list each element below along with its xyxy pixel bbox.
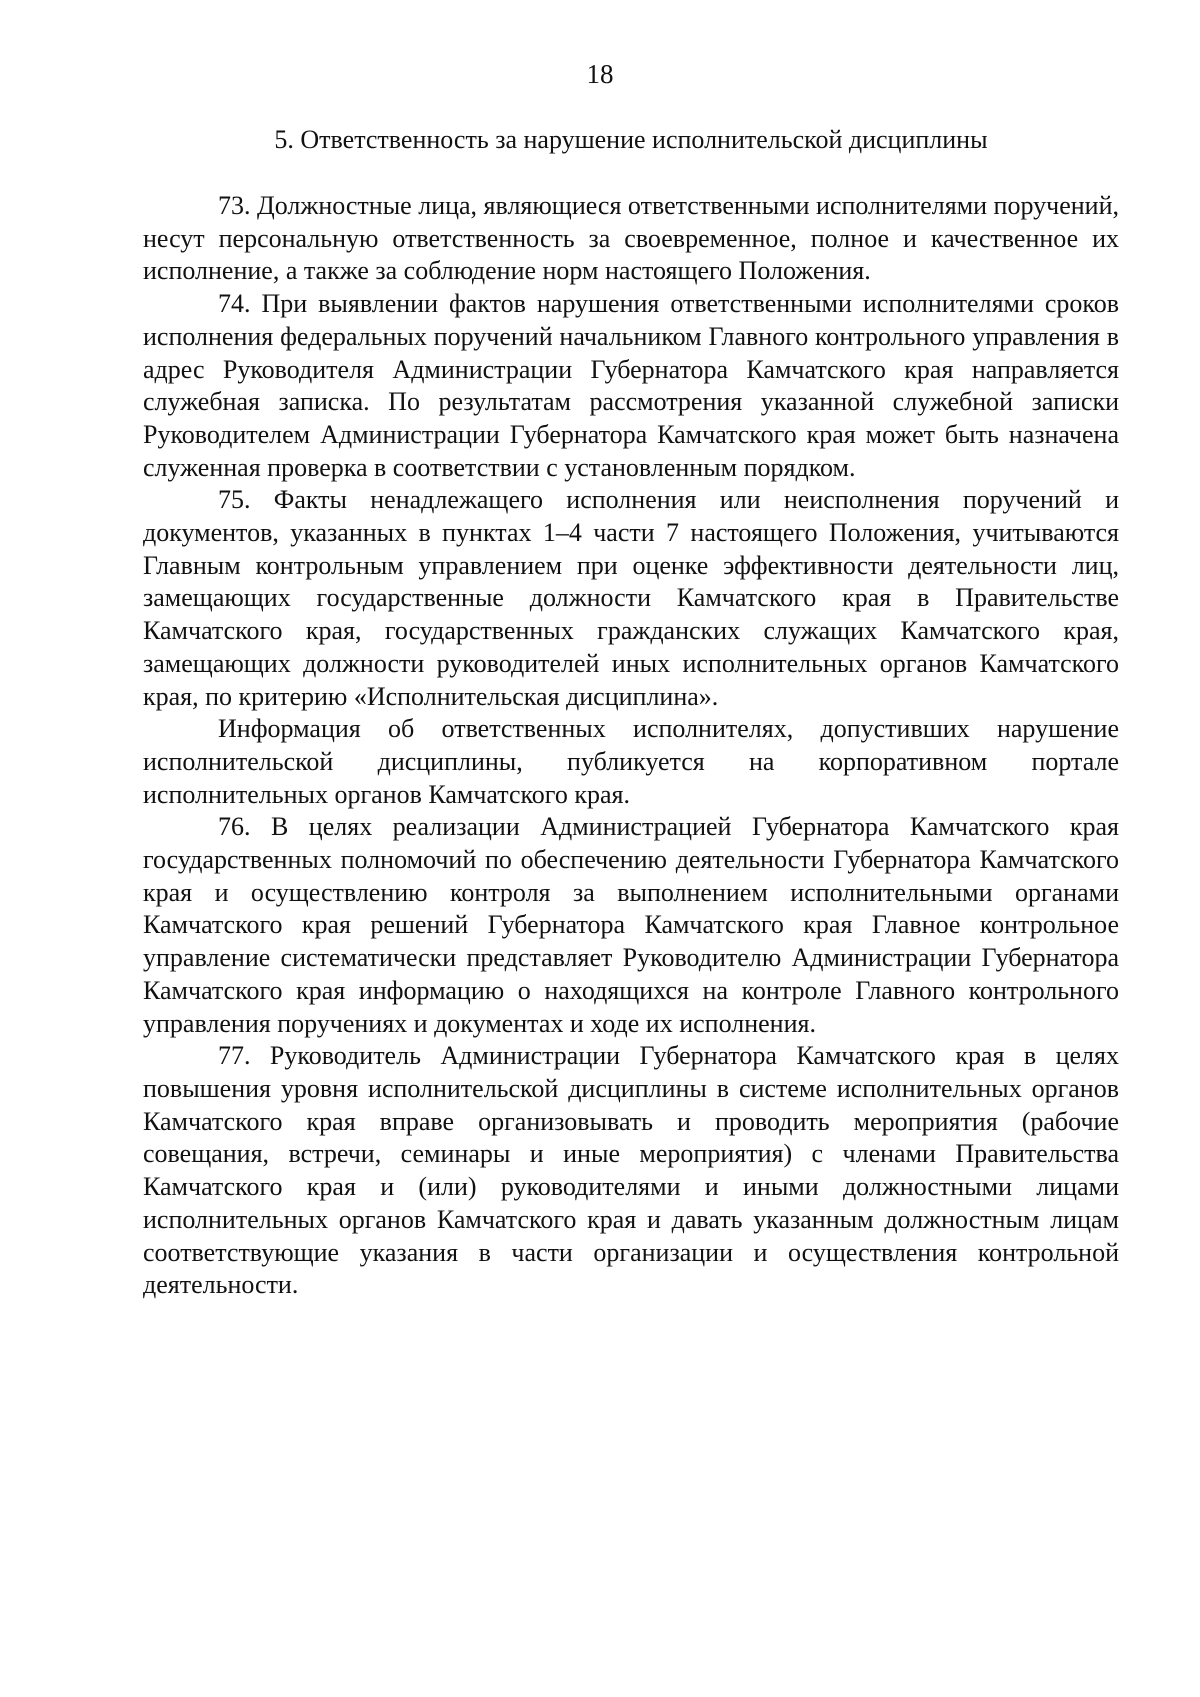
paragraph-76: 76. В целях реализации Администрацией Губернатора Камчатского края государственных полномочий по обеспечению деятельности Губернатора Камчатского края и осуществлению контроля за выполнением исполнительными органами Камчатского края решений Губернатора Камчатского края Главное контрольное управление систематически представляет Руководителю Администрации Губернатора Камчатского края информацию о находящихся на контроле Главного контрольного управления поручениях и документах и ходе их исполнения. [143,812,1119,1038]
document-body [143,190,1119,1302]
paragraph-77: 77. Руководитель Администрации Губернатора Камчатского края в целях повышения уровня исполнительской дисциплины в системе исполнительных органов Камчатского края вправе организовывать и проводить мероприятия (рабочие совещания, встречи, семинары и иные мероприятия) с членами Правительства Камчатского края и (или) руководителями и иными должностными лицами исполнительных органов Камчатского края и давать указанным должностным лицам соответствующие указания в части организации и осуществления контрольной деятельности. [143,1041,1119,1300]
paragraph-75: 75. Факты ненадлежащего исполнения или неисполнения поручений и документов, указанных в пунктах 1–4 части 7 настоящего Положения, учитываются Главным контрольным управлением при оценке эффективности деятельности лиц, замещающих государственные должности Камчатского края в Правительстве Камчатского края, государственных гражданских служащих Камчатского края, замещающих должности руководителей иных исполнительных органов Камчатского края, по критерию «Исполнительская дисциплина». [143,485,1119,711]
section-title: 5. Ответственность за нарушение исполнительской дисциплины [274,125,988,154]
paragraph-74: 74. При выявлении фактов нарушения ответственными исполнителями сроков исполнения федеральных поручений начальником Главного контрольного управления в адрес Руководителя Администрации Губернатора Камчатского края направляется служебная записка. По результатам рассмотрения указанной служебной записки Руководителем Администрации Губернатора Камчатского края может быть назначена служенная проверка в соответствии с установленным порядком. [143,289,1119,482]
paragraph-73: 73. Должностные лица, являющиеся ответственными исполнителями поручений, несут персональную ответственность за своевременное, полное и качественное их исполнение, а также за соблюдение норм настоящего Положения. [143,191,1119,286]
page-number: 18 [586,59,614,89]
paragraph-75-information: Информация об ответственных исполнителях, допустивших нарушение исполнительской дисциплины, публикуется на корпоративном портале исполнительных органов Камчатского края. [143,714,1119,809]
